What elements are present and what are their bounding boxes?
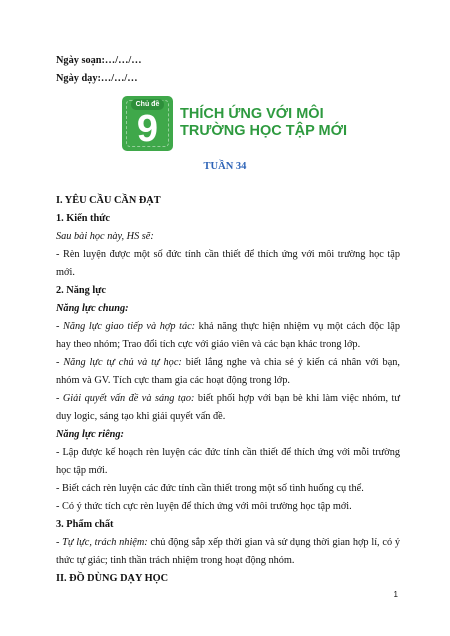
quality-line1 [56, 536, 400, 549]
general-item-2-label: - Năng lực tự chủ và tự học: [56, 357, 182, 368]
knowledge-heading: 1. Kiến thức [56, 213, 110, 224]
general-item-2-line2: nhóm và GV. Tích cực tham gia các hoạt động trong lớp. [56, 375, 290, 386]
topic-number: 9 [136, 108, 159, 150]
week-label: TUẦN 34 [203, 161, 247, 172]
general-item-1-line2: hay theo nhóm; Trao đổi tích cực với giáo viên và các bạn khác trong lớp. [56, 339, 361, 350]
general-item-1-label: - Năng lực giao tiếp và hợp tác: [56, 321, 196, 332]
general-item-2-text: biết lắng nghe và chia sẻ ý kiến cá nhân với bạn, [181, 357, 400, 368]
knowledge-line1: - Rèn luyện được một số đức tính cần thiết để thích ứng với môi trường học tập [56, 249, 400, 260]
general-item-2-line1 [56, 356, 400, 369]
topic-title-line2: TRƯỜNG HỌC TẬP MỚI [180, 123, 347, 139]
section2-heading: II. ĐỒ DÙNG DẠY HỌC [56, 573, 169, 584]
topic-label: Chủ đề [131, 99, 164, 110]
general-item-3-line1 [56, 392, 400, 405]
prepare-date: Ngày soạn:…/…/… [56, 55, 142, 66]
general-item-3-text: biết phối hợp với bạn bè khi làm việc nhóm, tư [194, 393, 400, 404]
specific-line1: - Lập được kế hoạch rèn luyện các đức tính cần thiết để thích ứng với mỗi trường [56, 447, 400, 458]
section1-heading: I. YÊU CẦU CẦN ĐẠT [56, 195, 161, 206]
topic-badge [122, 96, 173, 151]
general-competence-heading: Năng lực chung: [56, 303, 129, 314]
topic-title-line1: THÍCH ỨNG VỚI MÔI [180, 106, 324, 122]
general-item-1-text: khả năng thực hiện nhiệm vụ một cách độc lập [195, 321, 401, 332]
competence-heading: 2. Năng lực [56, 285, 106, 296]
quality-label: - Tự lực, trách nhiệm: [56, 537, 148, 548]
quality-line2: thức tự giác; tinh thần trách nhiệm trong hoạt động nhóm. [56, 555, 295, 566]
specific-line3: - Biết cách rèn luyện các đức tính cần thiết trong một số tình huống cụ thể. [56, 483, 364, 494]
specific-line4: - Có ý thức tích cực rèn luyện để thích ứng với môi trường học tập mới. [56, 501, 352, 512]
quality-heading: 3. Phẩm chất [56, 519, 114, 530]
knowledge-intro: Sau bài học này, HS sẽ: [56, 231, 154, 242]
general-item-3-line2: duy logic, sáng tạo khi giải quyết vấn đề. [56, 411, 226, 422]
specific-line2: học tập mới. [56, 465, 108, 476]
knowledge-line2: mới. [56, 267, 75, 278]
specific-competence-heading: Năng lực riêng: [56, 429, 124, 440]
teach-date: Ngày dạy:…/…/… [56, 73, 138, 84]
general-item-1-line1 [56, 320, 400, 333]
quality-text: chủ động sắp xếp thời gian và sử dụng thời gian hợp lí, có ý [147, 537, 400, 548]
page-number: 1 [393, 590, 398, 599]
general-item-3-label: - Giải quyết vấn đề và sáng tạo: [56, 393, 195, 404]
